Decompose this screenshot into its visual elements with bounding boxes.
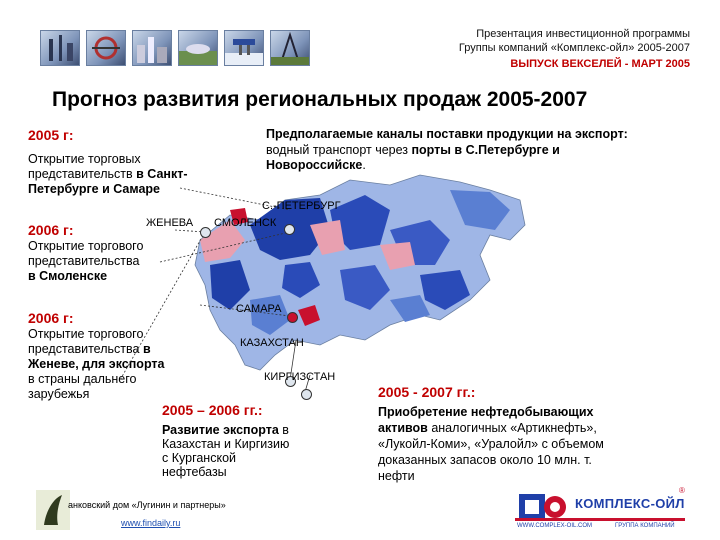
export-water-transport: водный транспорт через [266,143,412,157]
mid-in: в [278,423,289,437]
logo-group: ГРУППА КОМПАНИЙ [615,523,675,529]
header-bill-issue: ВЫПУСК ВЕКСЕЛЕЙ - МАРТ 2005 [510,58,690,70]
footer-bank-name: анковский дом «Лугинин и партнеры» [68,500,226,510]
logo-divider [515,518,685,521]
left-2005-line1: Открытие торговых [28,152,141,166]
header-company-line: Группы компаний «Комплекс-ойл» 2005-2007 [458,42,690,54]
left-2006-year-a: 2006 г: [28,222,74,238]
mid-line4: нефтебазы [162,465,227,479]
mid-line1 [162,423,289,438]
city-label-kyrgyzstan: КИРГИЗСТАН [264,371,336,383]
right-similar: аналогичных «Артикнефть», [427,421,597,435]
right-line2 [378,421,597,436]
header-presentation-line: Презентация инвестиционной программы [476,28,690,40]
right-year: 2005 - 2007 гг.: [378,384,476,400]
bank-logo-icon [36,490,70,530]
right-line5: нефти [378,469,415,483]
footer-bank-link[interactable] [121,513,180,531]
city-marker-geneva [200,227,211,238]
city-label-smolensk: СМОЛЕНСК [214,217,277,229]
logo-url: WWW.COMPLEX-OIL.COM [517,523,592,529]
logo-company-name: КОМПЛЕКС-ОЙЛ [575,496,685,511]
mid-year: 2005 – 2006 гг.: [162,402,263,418]
left-2005-offices: представительств [28,167,137,181]
footer-bank-url[interactable]: www.findaily.ru [121,518,181,528]
left-2006b-in: в [142,342,151,356]
mid-line2: Казахстан и Киргизию [162,437,290,451]
right-line1: Приобретение нефтедобывающих [378,405,594,419]
right-line3: «Лукойл-Коми», «Уралойл» с объемом [378,437,604,451]
city-marker-kyrgyzstan [301,389,312,400]
left-2005-spb: в Санкт- [136,167,188,181]
left-2006b-line1: Открытие торгового [28,327,144,341]
left-2006b-line4: в страны дальнего [28,372,137,386]
city-marker-spb [284,224,295,235]
left-2006-year-b: 2006 г: [28,310,74,326]
left-2005-line3: Петербурге и Самаре [28,182,161,196]
line-smolensk [160,232,290,262]
city-label-geneva: ЖЕНЕВА [146,217,194,229]
mid-export-development: Развитие экспорта [162,423,279,437]
city-marker-samara [287,312,298,323]
logo-registered: ® [679,486,685,495]
right-line4: доказанных запасов около 10 млн. т. [378,453,592,467]
city-label-kazakhstan: КАЗАХСТАН [240,337,304,349]
city-label-spb: С.-ПЕТЕРБУРГ [262,200,341,212]
left-2006a-line3: в Смоленске [28,269,108,283]
left-2006b-line5: зарубежья [28,387,90,401]
page-title: Прогноз развития региональных продаж 2005-2007 [52,88,588,111]
export-ports: порты в С.Петербурге и [411,143,560,157]
right-assets: активов [378,421,428,435]
left-2006b-line3: Женеве, для экспорта [28,357,165,371]
left-2006a-line1: Открытие торгового [28,239,144,253]
mid-line3: с Курганской [162,451,236,465]
left-2006a-line2: представительства [28,254,140,268]
export-novorossiysk: Новороссийске [266,158,363,172]
export-channels-title: Предполагаемые каналы поставки продукции на экспорт: [266,127,628,141]
left-2005-year: 2005 г: [28,127,74,143]
left-2006b-office: представительства [28,342,143,356]
export-period: . [362,158,366,172]
city-label-samara: САМАРА [236,303,282,315]
